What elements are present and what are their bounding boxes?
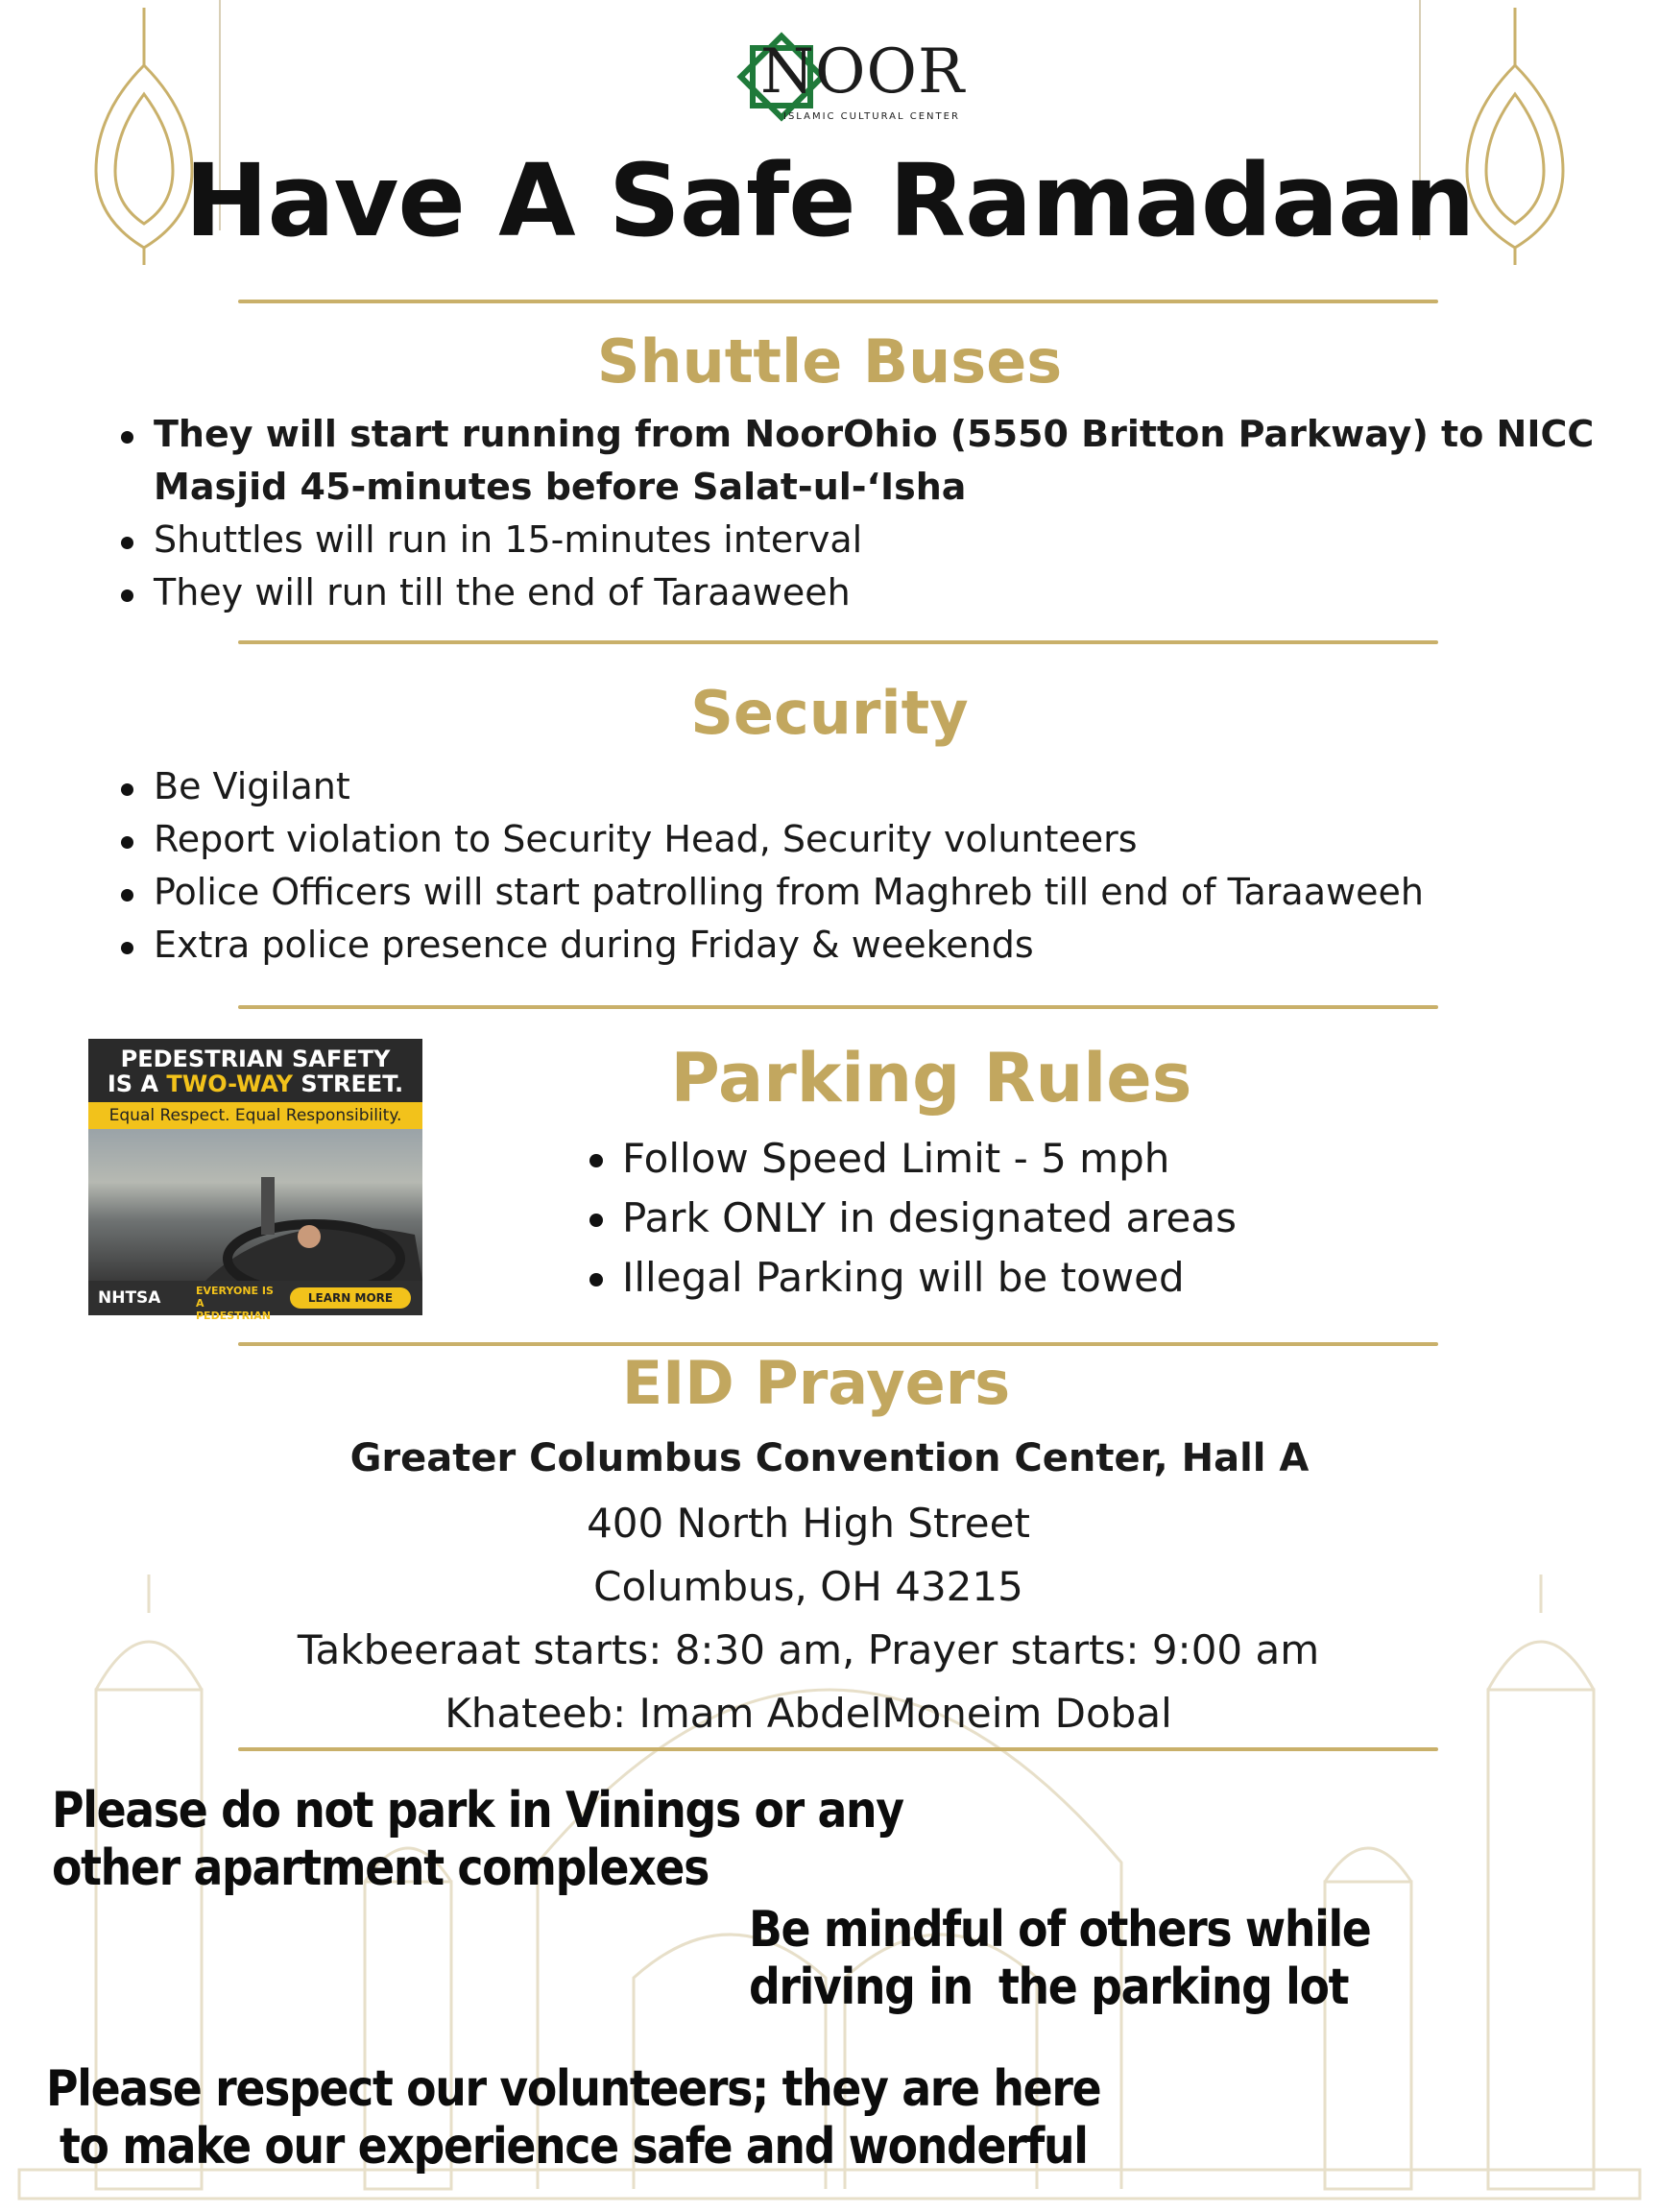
note-mindful-line-2: the parking lot xyxy=(998,1959,1349,2016)
list-item: Illegal Parking will be towed xyxy=(586,1248,1450,1308)
section-divider xyxy=(238,1747,1438,1751)
ad-campaign: EVERYONE IS A PEDESTRIAN xyxy=(196,1285,274,1322)
section-divider xyxy=(238,1342,1438,1346)
eid-street: 400 North High Street xyxy=(587,1500,1030,1547)
ad-headline-2a: IS A xyxy=(107,1070,167,1097)
section-divider xyxy=(238,1005,1438,1009)
eid-heading: EID Prayers xyxy=(621,1348,1011,1418)
note-volunteers-line-2: to make our experience safe and wonderful xyxy=(60,2118,1088,2176)
ad-footer xyxy=(88,1281,422,1322)
section-divider xyxy=(238,640,1438,644)
nhtsa-logo: NHTSA xyxy=(98,1288,161,1308)
section-divider xyxy=(238,300,1438,303)
eid-city: Columbus, OH 43215 xyxy=(593,1563,1023,1610)
list-item: Extra police presence during Friday & weekends xyxy=(117,919,1596,972)
ad-headline-1: PEDESTRIAN SAFETY xyxy=(120,1046,391,1072)
shuttle-heading: Shuttle Buses xyxy=(596,326,1063,397)
list-item: Park ONLY in designated areas xyxy=(586,1189,1450,1248)
ad-tagline-band xyxy=(88,1102,422,1129)
ad-headline-2 xyxy=(88,1071,422,1097)
note-volunteers-line-1: Please respect our volunteers; they are here xyxy=(46,2060,1101,2118)
note-no-parking-line-2: other apartment complexes xyxy=(52,1839,709,1897)
page-title: Have A Safe Ramadaan xyxy=(184,142,1475,259)
eid-times: Takbeeraat starts: 8:30 am, Prayer starts: 9:00 am xyxy=(297,1626,1320,1673)
security-list xyxy=(117,760,1596,972)
note-mindful-line-1: Be mindful of others while driving in xyxy=(749,1901,1371,2016)
list-item: Police Officers will start patrolling from Maghreb till end of Taraaweeh xyxy=(117,866,1596,919)
eid-venue: Greater Columbus Convention Center, Hall A xyxy=(349,1436,1310,1480)
logo-subtitle: ISLAMIC CULTURAL CENTER xyxy=(783,111,960,122)
ad-headline-2c: STREET. xyxy=(293,1070,404,1097)
parking-heading: Parking Rules xyxy=(670,1039,1192,1118)
list-item: Be Vigilant xyxy=(117,760,1596,813)
shuttle-list xyxy=(117,408,1596,619)
list-item: Shuttles will run in 15-minutes interval xyxy=(117,514,1596,566)
learn-more-button[interactable]: LEARN MORE xyxy=(290,1287,411,1309)
parking-list xyxy=(586,1129,1450,1308)
ad-headline-2b: TWO-WAY xyxy=(166,1070,293,1097)
security-heading: Security xyxy=(690,678,969,748)
steering-wheel-icon xyxy=(88,1129,422,1281)
logo-name: NOOR xyxy=(760,36,966,108)
list-item: They will start running from NoorOhio (5550 Britton Parkway) to NICC Masjid 45-minutes before Salat-ul-‘Isha xyxy=(117,408,1596,514)
list-item: Follow Speed Limit - 5 mph xyxy=(586,1129,1450,1189)
list-item: Report violation to Security Head, Security volunteers xyxy=(117,813,1596,866)
logo xyxy=(732,23,966,129)
note-no-parking-line-1: Please do not park in Vinings or any xyxy=(52,1782,903,1839)
ad-tagline: Equal Respect. Equal Responsibility. xyxy=(108,1106,402,1125)
list-item: They will run till the end of Taraaweeh xyxy=(117,566,1596,619)
ad-driver-photo xyxy=(88,1129,422,1281)
pedestrian-safety-ad[interactable] xyxy=(88,1039,422,1322)
eid-khateeb: Khateeb: Imam AbdelMoneim Dobal xyxy=(445,1690,1172,1737)
